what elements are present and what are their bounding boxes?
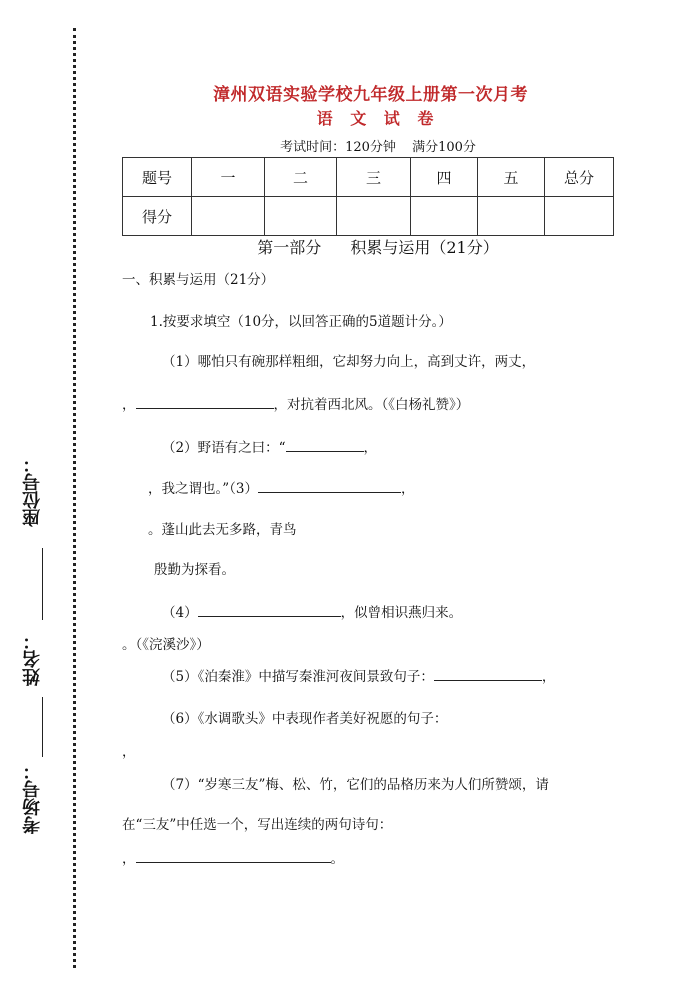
question-text: ， (541, 669, 556, 685)
question-1-7-line-b: 在“三友”中任选一个，写出连续的两句诗句： (122, 817, 393, 833)
question-text: ，我之谓也。”（3） (148, 481, 258, 497)
question-1-6-line-b: ， (122, 744, 136, 760)
exam-full-score: 满分100分 (412, 140, 476, 155)
question-text: ，似曾相识燕归来。 (340, 605, 463, 621)
question-1-2-line-b (148, 477, 415, 497)
question-1-4-line-b: 。（《浣溪沙》） (122, 637, 210, 653)
name-label: 姓名： (22, 632, 43, 686)
binding-dotted-line (73, 28, 76, 968)
name-blank[interactable] (42, 697, 43, 757)
part-title: 积累与运用（21分） (350, 238, 499, 257)
question-1-2-line-a (162, 436, 377, 456)
seat-blank[interactable] (42, 548, 43, 620)
score-header-cell: 题号 (123, 158, 192, 197)
question-1-7-line-c (122, 847, 344, 867)
question-text: ， (122, 851, 136, 867)
score-cell[interactable] (192, 197, 265, 236)
answer-blank[interactable] (258, 479, 401, 493)
question-text: ， (363, 440, 377, 456)
score-cell[interactable] (337, 197, 411, 236)
exam-title: 漳州双语实验学校九年级上册第一次月考 (213, 85, 528, 105)
question-1-4-line-a (162, 601, 462, 621)
question-text: （2）野语有之曰：“ (162, 440, 286, 456)
part-heading (0, 235, 696, 258)
answer-blank[interactable] (136, 395, 274, 409)
exam-time: 考试时间：120分钟 (280, 140, 396, 155)
question-1-3-line-b: 殷勤为探看。 (154, 562, 235, 578)
seat-label: 座位号： (22, 455, 43, 527)
question-text: ， (122, 397, 136, 413)
question-text: （5）《泊秦淮》中描写秦淮河夜间景致句子： (162, 669, 434, 685)
question-1-instruction: 1.按要求填空（10分，以回答正确的5道题计分。） (150, 314, 452, 330)
section-one-heading: 一、积累与运用（21分） (122, 272, 275, 288)
score-cell[interactable] (478, 197, 545, 236)
question-1-6-line: （6）《水调歌头》中表现作者美好祝愿的句子： (162, 711, 448, 727)
score-header-cell: 五 (478, 158, 545, 197)
question-1-7-line-a: （7）“岁寒三友”梅、松、竹，它们的品格历来为人们所赞颂，请 (162, 777, 549, 793)
exam-meta (0, 136, 696, 155)
question-1-3-line-a: 。蓬山此去无多路，青鸟 (148, 522, 297, 538)
answer-blank[interactable] (198, 603, 341, 617)
question-1-1-line-b (122, 393, 469, 413)
question-1-5-line (162, 665, 555, 685)
score-header-cell: 三 (337, 158, 411, 197)
score-cell[interactable] (545, 197, 614, 236)
score-header-cell: 一 (192, 158, 265, 197)
room-label: 考场号： (22, 762, 43, 834)
question-text: ， (401, 481, 415, 497)
score-table-header-row (123, 158, 614, 197)
score-header-cell: 总分 (545, 158, 614, 197)
answer-blank[interactable] (136, 849, 331, 863)
question-text: 。 (330, 851, 344, 867)
question-text: ，对抗着西北风。（《白杨礼赞》） (273, 397, 470, 413)
score-header-cell: 二 (265, 158, 337, 197)
question-text: （4） (162, 605, 198, 621)
question-1-1-line-a: （1）哪怕只有碗那样粗细，它却努力向上，高到丈许，两丈， (162, 354, 536, 370)
score-table-score-row (123, 197, 614, 236)
score-header-cell: 四 (411, 158, 478, 197)
exam-subject: 语 文 试 卷 (316, 109, 440, 128)
answer-blank[interactable] (434, 667, 542, 681)
score-row-label: 得分 (123, 197, 192, 236)
score-cell[interactable] (411, 197, 478, 236)
answer-blank[interactable] (286, 438, 364, 452)
score-cell[interactable] (265, 197, 337, 236)
part-name: 第一部分 (257, 238, 322, 257)
score-table (122, 157, 614, 236)
